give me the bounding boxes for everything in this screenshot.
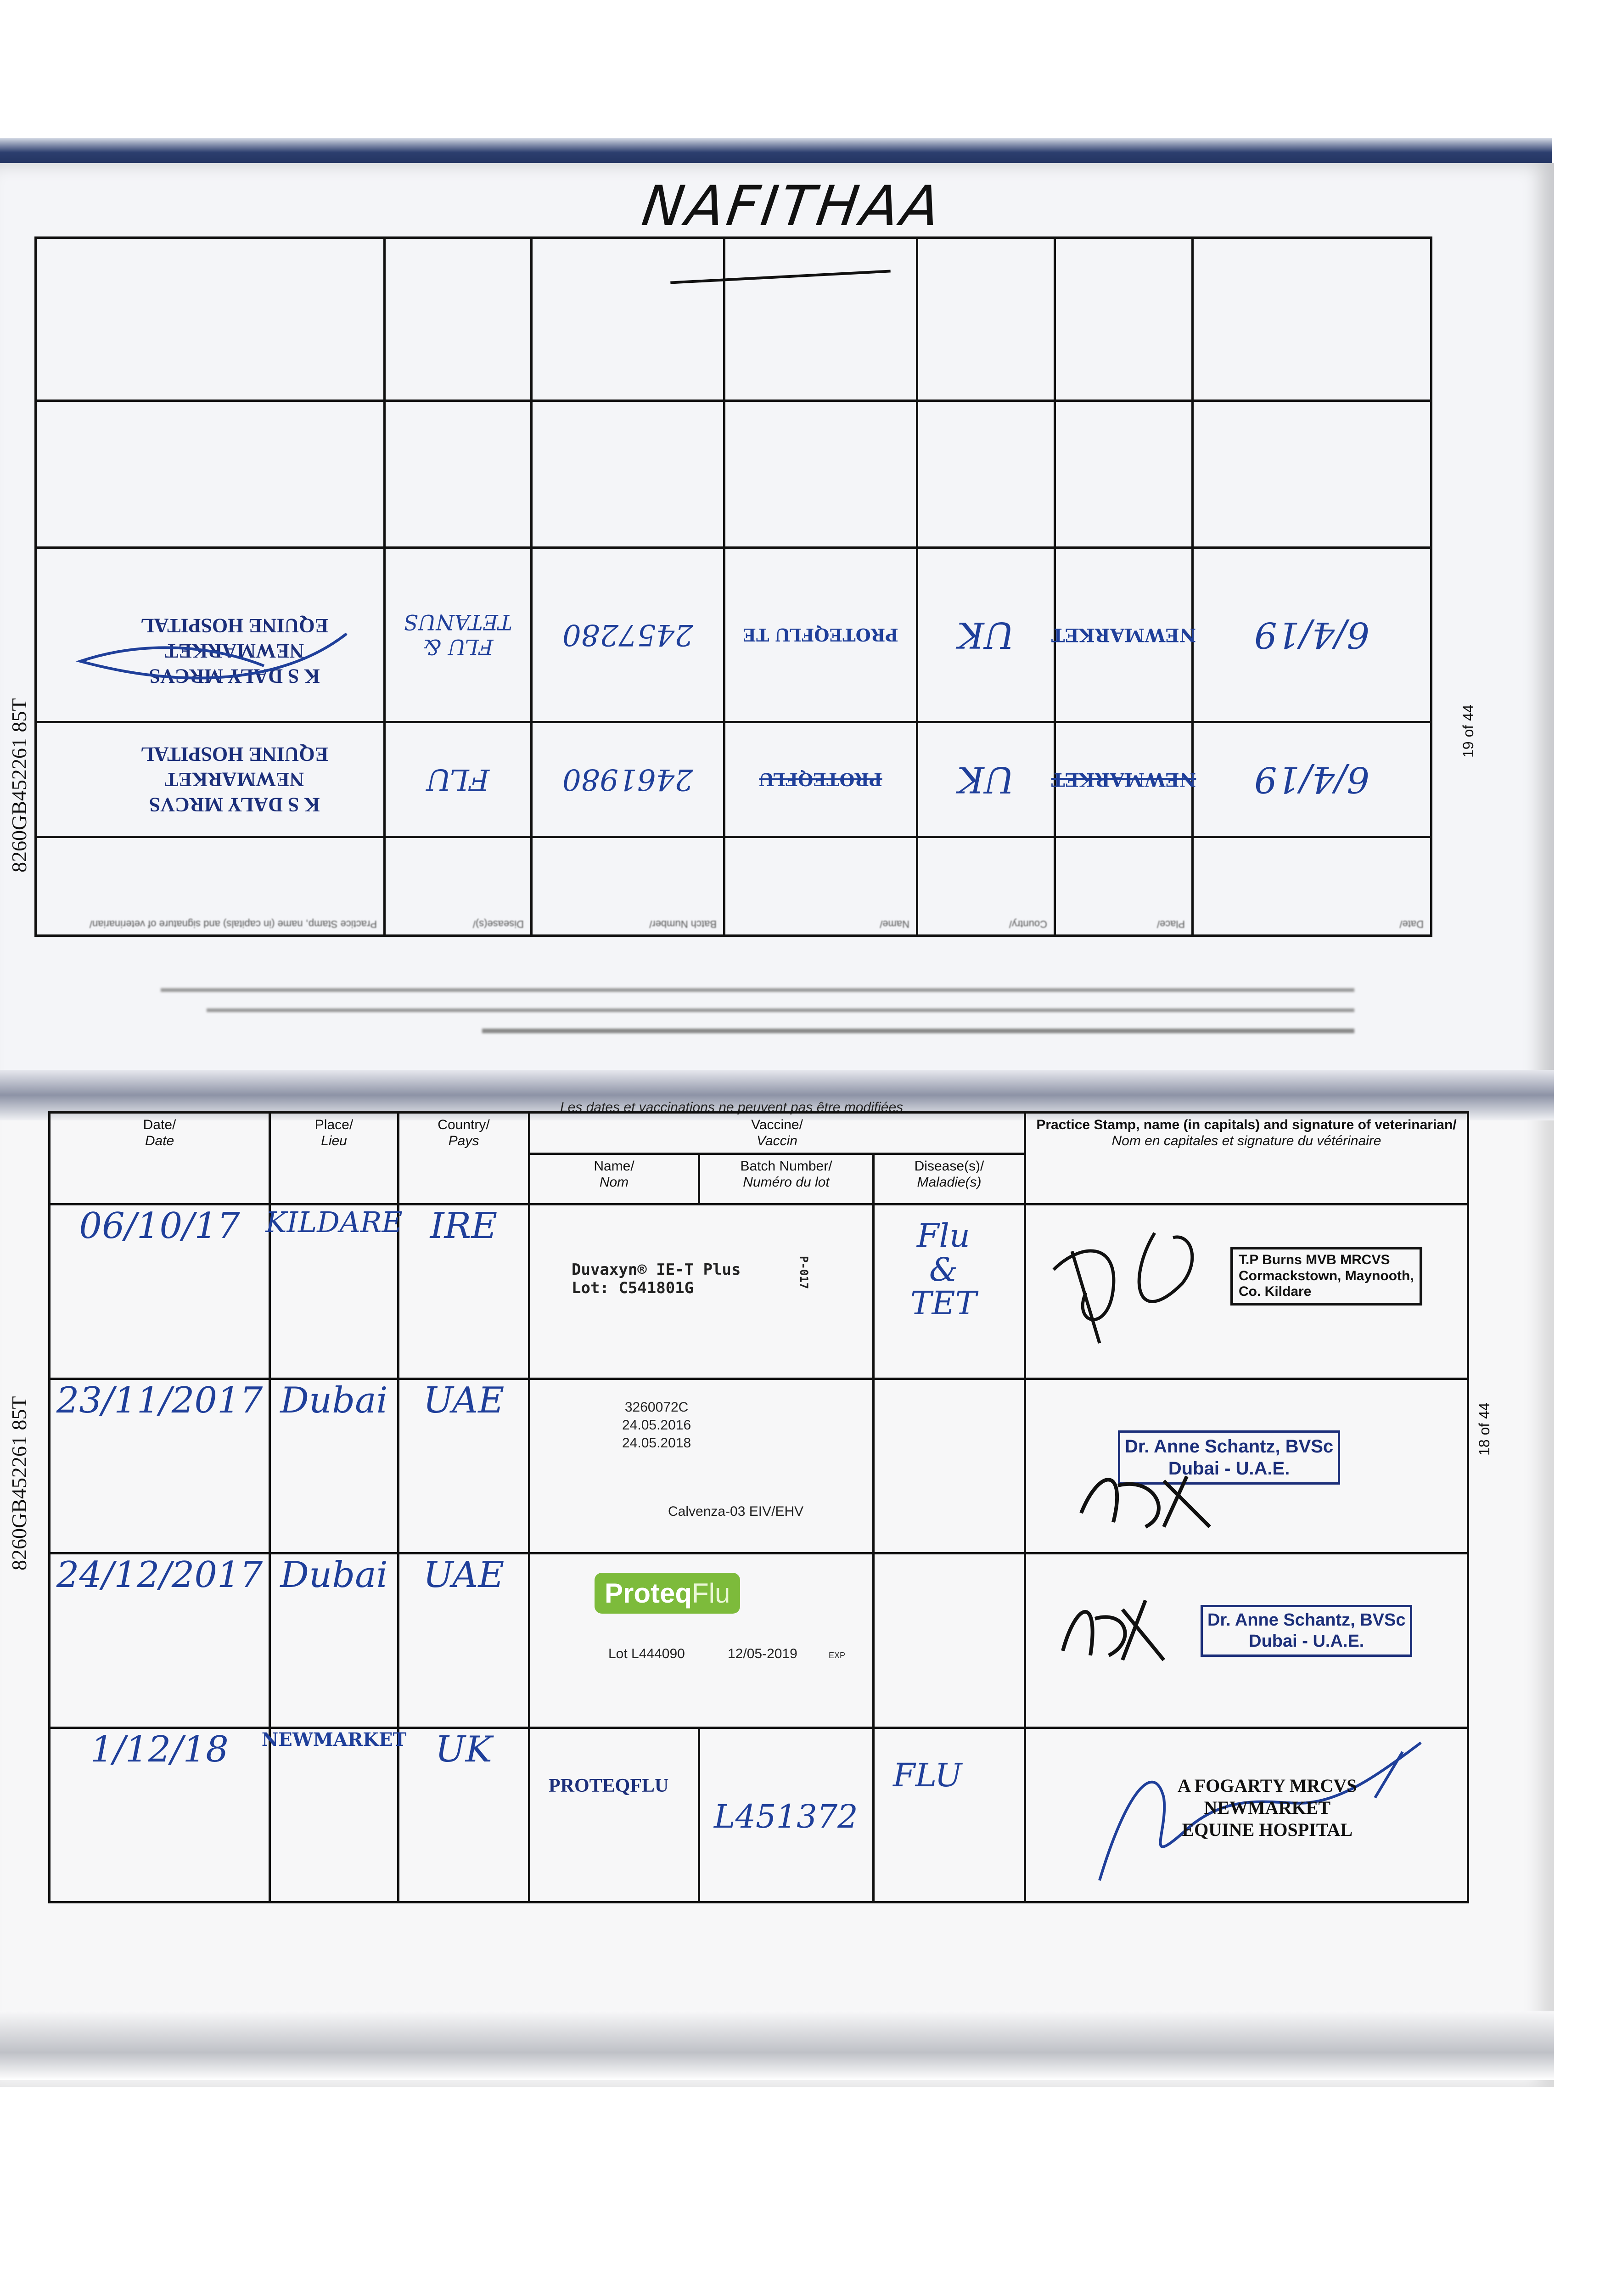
header-vaccine-fr: Vaccin <box>757 1133 797 1148</box>
header-name-fr: Nom <box>599 1174 629 1190</box>
row-2-date <box>50 1553 270 1728</box>
sticker-line: 24.05.2016 <box>622 1418 691 1433</box>
empty-cell <box>724 238 917 401</box>
header-place <box>270 1113 398 1204</box>
row-0-country <box>398 1204 529 1379</box>
row-2-sticker-lot: Lot L444090 <box>608 1646 685 1661</box>
header-date-en: Date/ <box>143 1117 176 1132</box>
stamp-line: Dubai - U.A.E. <box>1249 1631 1364 1651</box>
row-1-sticker <box>622 1398 691 1452</box>
row-0-stamp <box>1025 1204 1468 1379</box>
upper-row-0 <box>36 548 1431 722</box>
row-2-stamp <box>1025 1553 1468 1728</box>
header-vaccine-en: Vaccine/ <box>751 1117 803 1132</box>
header-name-en: Name/ <box>594 1159 634 1174</box>
header-stamp-en: Practice Stamp, name (in capitals) and signature of veterinarian/ <box>1036 1117 1457 1132</box>
header-country-en: Country/ <box>438 1117 490 1132</box>
row-0-place <box>265 1204 403 1379</box>
sticker-line: 3260072C <box>624 1400 689 1415</box>
upper-row-1-country-text: UK <box>957 759 1015 800</box>
upper-row-1-stamp <box>36 722 385 837</box>
upper-row-0-name-text: PROTEQFLU TE <box>743 625 898 645</box>
row-3-date-text: 1/12/18 <box>90 1729 229 1770</box>
upper-side-id: 8260GB452261 85T <box>7 698 31 872</box>
upper-empty-row-1 <box>36 401 1431 548</box>
upper-row-1-batch-text: 2461980 <box>562 762 694 797</box>
row-0-disease-text <box>884 1219 1003 1321</box>
upper-row-0-place-text: NEWMARKET <box>1051 624 1196 646</box>
row-1-date <box>50 1379 270 1553</box>
stamp-line: Co. Kildare <box>1239 1284 1312 1299</box>
upper-vaccination-table-rotated <box>37 239 1432 937</box>
header-date-fr: Date <box>145 1133 174 1148</box>
empty-cell <box>385 401 532 548</box>
header-country <box>398 1113 529 1204</box>
upper-row-1-date <box>1193 722 1431 837</box>
stamp-line: T.P Burns MVB MRCVS <box>1239 1252 1390 1267</box>
row-3-batch-text: L451372 <box>714 1798 858 1835</box>
footnote-line <box>207 1008 1354 1012</box>
empty-cell <box>36 401 385 548</box>
proteq-brand-suffix: Flu <box>692 1578 730 1609</box>
stamp-line: NEWMARKET <box>165 768 304 791</box>
header-country-fr: Pays <box>448 1133 479 1148</box>
row-3-country-text: UK <box>435 1729 492 1770</box>
stamp-line: NEWMARKET <box>165 640 304 662</box>
row-3-disease <box>874 1728 1025 1902</box>
stamp-line: Dubai - U.A.E. <box>1168 1458 1290 1479</box>
header-batch-en: Batch Number/ <box>740 1159 832 1174</box>
empty-cell <box>1193 238 1431 401</box>
upper-row-1-place-text: NEWMARKET <box>1051 769 1196 790</box>
row-1-date-text: 23/11/2017 <box>56 1380 263 1421</box>
upper-page-number: 19 of 44 <box>1460 704 1476 758</box>
row-1-signature <box>1072 1458 1237 1541</box>
upper-header-batch: Batch Number/ <box>532 837 724 936</box>
handwritten-horse-name: NAFITHAA <box>638 174 947 238</box>
row-0-sticker-side-code: P-017 <box>797 1256 810 1289</box>
header-disease-en: Disease(s)/ <box>914 1159 984 1174</box>
stamp-line: Dr. Anne Schantz, BVSc <box>1125 1436 1334 1457</box>
header-disease-fr: Maladie(s) <box>917 1174 982 1190</box>
upper-row-0-place <box>1051 548 1196 722</box>
upper-row-1-date-text: 6/4/19 <box>1254 759 1370 800</box>
stamp-line: EQUINE HOSPITAL <box>1182 1819 1353 1840</box>
row-1-place <box>270 1379 398 1553</box>
row-2-sticker-code: EXP <box>829 1651 846 1660</box>
row-0-place-text: KILDARE <box>265 1205 403 1239</box>
upper-header-row <box>36 837 1431 936</box>
empty-cell <box>917 238 1055 401</box>
row-1-disease <box>874 1379 1025 1553</box>
upper-row-1-disease-text: FLU <box>426 762 490 797</box>
upper-row-0-name <box>724 548 917 722</box>
row-0-practice-stamp <box>1230 1247 1422 1306</box>
footnote-line <box>161 988 1354 992</box>
header-place-en: Place/ <box>314 1117 354 1132</box>
row-2-sticker-exp: 12/05-2019 <box>728 1646 797 1661</box>
vaccination-row <box>50 1553 1468 1728</box>
upper-row-0-batch <box>532 548 724 722</box>
sticker-line: 24.05.2018 <box>622 1435 691 1451</box>
header-disease <box>874 1154 1025 1204</box>
row-0-sticker-name: Duvaxyn® IE-T Plus <box>572 1261 741 1279</box>
vaccination-row <box>50 1379 1468 1553</box>
row-3-name <box>529 1728 699 1902</box>
row-3-place-text: NEWMARKET <box>261 1729 407 1750</box>
row-2-vaccine-label <box>529 1553 874 1728</box>
upper-header-place: Place/ <box>1055 837 1193 936</box>
upper-row-1-name <box>724 722 917 837</box>
upper-row-1 <box>36 722 1431 837</box>
upper-row-0-disease <box>385 548 532 722</box>
empty-cell <box>532 238 724 401</box>
upper-row-1-disease <box>385 722 532 837</box>
row-0-date-text: 06/10/17 <box>79 1205 240 1247</box>
stamp-line: EQUINE HOSPITAL <box>140 614 328 637</box>
empty-cell <box>1055 401 1193 548</box>
row-2-date-text: 24/12/2017 <box>56 1554 263 1596</box>
row-2-place <box>270 1553 398 1728</box>
header-name <box>529 1154 699 1204</box>
row-3-date <box>50 1728 270 1902</box>
row-0-country-text: IRE <box>430 1205 498 1247</box>
row-2-disease <box>874 1553 1025 1728</box>
stamp-line: EQUINE HOSPITAL <box>140 743 328 765</box>
stamp-line: K S DALY MRCVS <box>149 793 320 816</box>
proteq-brand: Proteq <box>605 1578 692 1609</box>
row-3-place <box>261 1728 407 1902</box>
row-2-practice-stamp <box>1201 1605 1412 1657</box>
row-0-vaccine-label <box>529 1204 874 1379</box>
upper-header-country: Country/ <box>917 837 1055 936</box>
disease-line: TET <box>910 1284 977 1322</box>
upper-row-0-signature <box>71 611 356 703</box>
upper-row-0-country <box>917 548 1055 722</box>
lower-header-row-1 <box>50 1113 1468 1154</box>
header-vaccine <box>529 1113 1025 1154</box>
lower-page-caption: Les dates et vaccinations ne peuvent pas être modifiées <box>560 1100 904 1115</box>
header-stamp-fr: Nom en capitales et signature du vétérinaire <box>1111 1133 1381 1148</box>
upper-vaccination-table <box>34 236 1432 937</box>
header-date <box>50 1113 270 1204</box>
header-batch <box>699 1154 874 1204</box>
row-0-sticker-lot: Lot: C541801G <box>572 1279 694 1297</box>
upper-empty-row-2 <box>36 238 1431 401</box>
row-3-batch <box>699 1728 874 1902</box>
header-batch-fr: Numéro du lot <box>743 1174 830 1190</box>
upper-header-date: Date/ <box>1193 837 1431 936</box>
row-3-country <box>398 1728 529 1902</box>
upper-row-0-date-text: 6/4/19 <box>1254 614 1370 656</box>
row-3-disease-text: FLU <box>893 1756 962 1794</box>
stamp-line: Dr. Anne Schantz, BVSc <box>1207 1610 1406 1630</box>
row-2-country-text: UAE <box>423 1554 505 1596</box>
upper-row-0-disease-text: FLU & TETANUS <box>404 610 512 660</box>
row-1-stamp <box>1025 1379 1468 1553</box>
row-2-proteqflu-logo <box>595 1573 740 1614</box>
empty-cell <box>917 401 1055 548</box>
empty-cell <box>532 401 724 548</box>
stamp-line: Cormackstown, Maynooth, <box>1239 1268 1414 1283</box>
booklet-bottom-edge <box>0 2011 1554 2080</box>
upper-row-0-batch-text: 2457280 <box>562 618 694 652</box>
stamp-line: NEWMARKET <box>1204 1797 1331 1818</box>
stamp-line: A FOGARTY MRCVS <box>1178 1775 1357 1796</box>
row-0-sticker <box>572 1261 741 1297</box>
empty-cell <box>724 401 917 548</box>
upper-header-stamp: Practice Stamp, name (in capitals) and signature of veterinarian/ <box>36 837 385 936</box>
upper-row-1-country <box>917 722 1055 837</box>
row-2-signature <box>1054 1582 1173 1674</box>
row-1-place-text: Dubai <box>280 1380 388 1421</box>
stamp-line: K S DALY MRCVS <box>149 665 320 687</box>
header-stamp <box>1025 1113 1468 1204</box>
upper-row-0-date <box>1193 548 1431 722</box>
row-0-date <box>50 1204 270 1379</box>
row-1-sticker-name: Calvenza-03 EIV/EHV <box>668 1504 804 1519</box>
row-1-country <box>398 1379 529 1553</box>
upper-header-disease: Disease(s)/ <box>385 837 532 936</box>
upper-row-1-batch <box>532 722 724 837</box>
row-2-country <box>398 1553 529 1728</box>
lower-side-id: 8260GB452261 85T <box>7 1396 31 1570</box>
row-0-disease <box>874 1204 1025 1379</box>
row-0-signature <box>1044 1215 1237 1371</box>
empty-cell <box>1193 401 1431 548</box>
vaccination-row <box>50 1728 1468 1902</box>
lower-page-number: 18 of 44 <box>1476 1402 1493 1456</box>
row-1-vaccine-label <box>529 1379 874 1553</box>
row-3-practice-stamp <box>1178 1775 1357 1841</box>
upper-row-0-country-text: UK <box>957 614 1015 656</box>
empty-cell <box>385 238 532 401</box>
row-3-name-text: PROTEQFLU <box>549 1775 669 1796</box>
vaccination-row <box>50 1204 1468 1379</box>
upper-row-1-practice-stamp <box>140 742 328 817</box>
upper-header-name: Name/ <box>724 837 917 936</box>
disease-line: & <box>929 1250 958 1289</box>
disease-line: Flu <box>916 1217 971 1255</box>
row-2-place-text: Dubai <box>280 1554 388 1596</box>
empty-cell <box>1055 238 1193 401</box>
row-1-country-text: UAE <box>423 1380 505 1421</box>
upper-page-footnotes <box>161 960 1354 1052</box>
upper-row-0-stamp <box>36 548 385 722</box>
upper-row-1-name-text: PROTEQFLU <box>759 769 882 790</box>
row-3-stamp <box>1025 1728 1468 1902</box>
footnote-line <box>482 1029 1354 1033</box>
empty-cell <box>36 238 385 401</box>
header-place-fr: Lieu <box>321 1133 347 1148</box>
upper-row-1-place <box>1051 722 1196 837</box>
lower-vaccination-table <box>48 1111 1469 1903</box>
